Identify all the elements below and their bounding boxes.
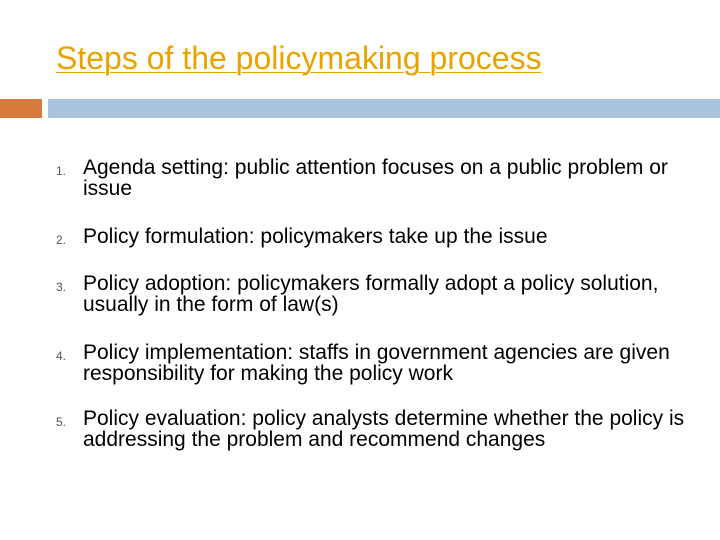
- item-text: Policy formulation: policymakers take up the issue: [83, 225, 548, 248]
- item-number: 5.: [56, 415, 67, 429]
- item-number: 3.: [56, 280, 67, 294]
- accent-bar-left: [0, 99, 42, 118]
- slide-title: Steps of the policymaking process: [56, 40, 542, 76]
- item-number: 2.: [56, 233, 67, 247]
- item-text: Agenda setting: public attention focuses on a public problem or issue: [83, 156, 668, 200]
- item-number: 4.: [56, 349, 67, 363]
- item-text: Policy evaluation: policy analysts determine whether the policy is addressing the problem and recommend changes: [83, 407, 685, 451]
- item-text: Policy implementation: staffs in government agencies are given responsibility for making the policy work: [83, 341, 670, 385]
- item-number: 1.: [56, 164, 67, 178]
- item-text: Policy adoption: policymakers formally adopt a policy solution, usually in the form of law(s): [83, 272, 659, 316]
- accent-bar-right: [48, 99, 720, 118]
